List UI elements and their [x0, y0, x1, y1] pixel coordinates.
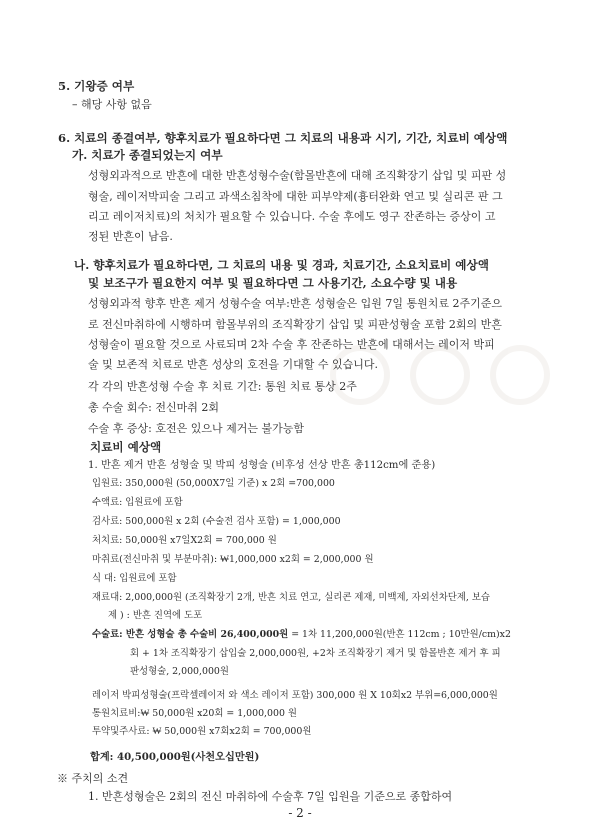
laser-fee: 레이저 박피성형술(프락셀레이저 와 색소 레이저 포함) 300,000 원 X 10회x2 부위=6,000,000원 [92, 690, 498, 701]
cost-title: 치료비 예상액 [90, 440, 162, 454]
watermark-seal [330, 345, 550, 405]
section-6-na-line: 성형술이 필요할 것으로 사료되며 2차 수술 후 잔존하는 반흔에 대해서는 레이저 박피 [88, 338, 495, 351]
cost-line: 처치료: 50,000원 x7일X2회 = 700,000 원 [92, 535, 277, 546]
cost-line: 식 대: 입원료에 포함 [92, 573, 177, 584]
section-6-na-line: 성형외과적 향후 반흔 제거 성형수술 여부:반흔 성형술은 입원 7일 통원치료 2주기준으 [88, 297, 502, 310]
cost-line: 입원료: 350,000원 (50,000X7일 기준) x 2회 =700,000 [92, 478, 335, 489]
surgery-fee-detail: = 1차 11,200,000원(반흔 112cm ; 10만원/cm)x2 [288, 629, 511, 640]
section-5-title: 5. 기왕증 여부 [58, 79, 135, 93]
outpatient-fee: 통원치료비:₩ 50,000원 x20회 = 1,000,000 원 [92, 708, 297, 719]
section-6-ga-line: 리고 레이저치료)의 처치가 필요할 수 있습니다. 수술 후에도 영구 잔존하는 증상이 고 [88, 210, 496, 223]
surgery-fee-label: 수술료: 반흔 성형술 총 수술비 26,400,000원 [92, 629, 289, 640]
section-6-na-title: 나. 향후치료가 필요하다면, 그 치료의 내용 및 경과, 치료기간, 소요치료비 예상액 [74, 258, 489, 272]
page-number: - 2 - [288, 806, 312, 820]
surgery-fee-cont: 회 + 1차 조직확장기 삽입술 2,000,000원, +2차 조직확장기 제거 및 함몰반흔 제거 후 피 [130, 648, 501, 659]
surgery-fee-line [92, 629, 511, 640]
cost-line: 재료대: 2,000,000원 (조직확장기 2개, 반흔 치료 연고, 실리콘 제재, 미백제, 자외선차단제, 보습 [92, 592, 490, 603]
cost-item-1: 1. 반흔 제거 반흔 성형술 및 박피 성형술 (비후성 선상 반흔 총112cm에 준용) [88, 460, 436, 471]
remark-title: ※ 주치의 소견 [57, 772, 129, 785]
section-6-ga-line: 정된 반흔이 남음. [88, 230, 173, 243]
cost-line: 수액료: 입원료에 포함 [92, 497, 183, 508]
surgery-fee-cont: 판성형술, 2,000,000원 [130, 666, 229, 677]
section-6-ga-title: 가. 치료가 종결되었는지 여부 [72, 148, 223, 162]
remark-item-1: 1. 반흔성형술은 2회의 전신 마취하에 수술후 7일 입원을 기준으로 종합하여 [88, 790, 453, 803]
section-6-na-line: 술 및 보존적 치료로 반흔 성상의 호전을 기대할 수 있습니다. [88, 358, 378, 371]
cost-line: 마취료(전신마취 및 부분마취): ₩1,000,000 x2회 = 2,000,000 원 [92, 554, 374, 565]
section-6-ga-line: 형술, 레이저박피술 그리고 과색소침착에 대한 피부약제(흉터완화 연고 및 실리콘 판 그 [88, 190, 503, 203]
section-6-na-line: 로 전신마취하에 시행하며 함몰부위의 조직확장기 삽입 및 피판성형술 포함 2회의 반흔 [88, 318, 502, 331]
section-5-item: – 해당 사항 없음 [72, 98, 152, 111]
cost-total: 합계: 40,500,000원(사천오십만원) [90, 751, 260, 763]
cost-line: 검사료: 500,000원 x 2회 (수술전 검사 포함) = 1,000,000 [92, 516, 341, 527]
section-6-na-title-cont: 및 보조구가 필요한지 여부 및 필요하다면 그 사용기간, 소요수량 및 내용 [88, 276, 458, 290]
section-6-ga-line: 성형외과적으로 반흔에 대한 반흔성형수술(함몰반흔에 대해 조직확장기 삽입 및 피판 성 [88, 169, 507, 182]
section-6-na-item: 각 각의 반흔성형 수술 후 치료 기간: 통원 치료 통상 2주 [88, 380, 357, 393]
cost-line: 제 ) : 반흔 진역에 도포 [108, 610, 203, 621]
section-6-title: 6. 치료의 종결여부, 향후치료가 필요하다면 그 치료의 내용과 시기, 기간, 치료비 예상액 [58, 131, 508, 145]
section-6-na-item: 총 수술 회수: 전신마취 2회 [88, 401, 219, 414]
medication-fee: 투약및주사료: ₩ 50,000원 x7회x2회 = 700,000원 [92, 726, 312, 737]
section-6-na-item: 수술 후 증상: 호전은 있으나 제거는 불가능함 [88, 422, 304, 435]
